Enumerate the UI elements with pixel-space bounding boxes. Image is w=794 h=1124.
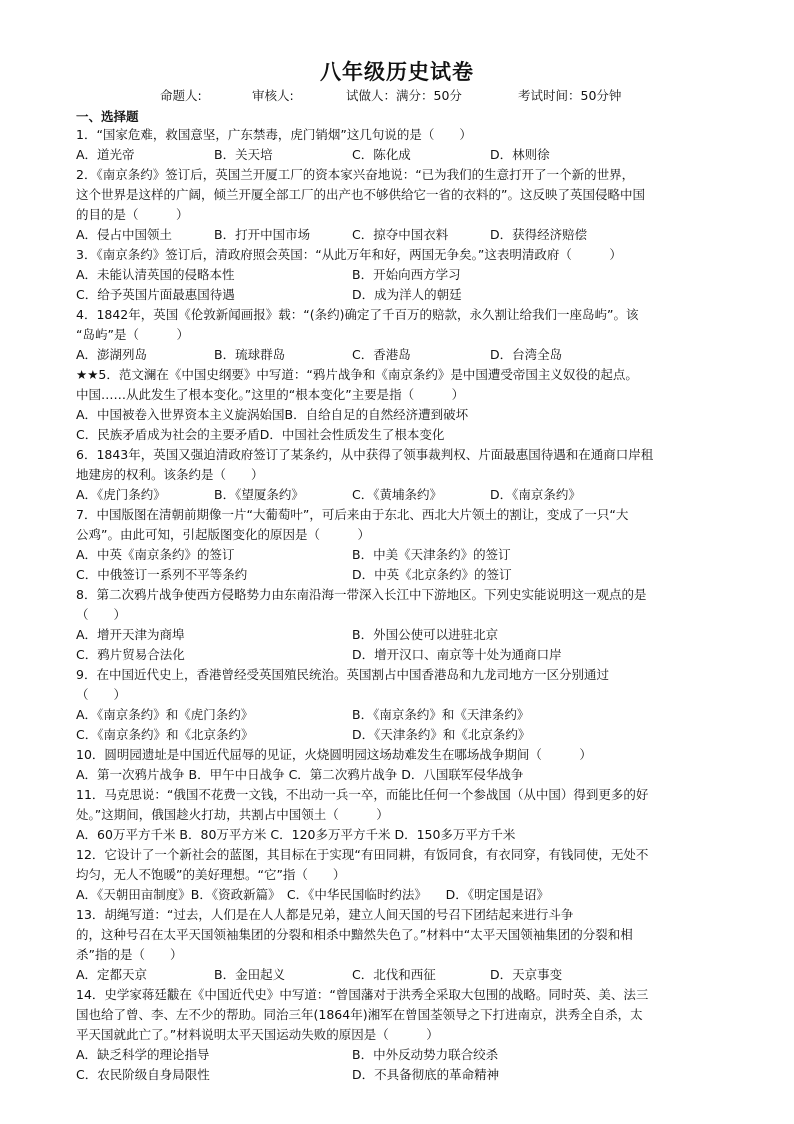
question-block bbox=[76, 305, 724, 365]
section-title: 一、选择题 bbox=[76, 109, 139, 124]
option-row bbox=[76, 145, 724, 165]
page-title: 八年级历史试卷 bbox=[320, 59, 474, 84]
question-stem-line: 11．马克思说：“俄国不花费一文钱，不出动一兵一卒，而能比任何一个参战国（从中国）得到更多的好 bbox=[76, 787, 649, 802]
question-stem-line: 7．中国版图在清朝前期像一片“大葡萄叶”，可后来由于东北、西北大片领土的割让，变成了一只“大 bbox=[76, 507, 629, 522]
question-stem-line: 2．《南京条约》签订后，英国兰开厦工厂的资本家兴奋地说：“已为我们的生意打开了一个新的世界， bbox=[76, 167, 635, 182]
tester-score-label: 试做人：满分：50分 bbox=[346, 88, 462, 103]
option-row bbox=[76, 345, 724, 365]
question-stem-line: ★★5．范文澜在《中国史纲要》中写道：“鸦片战争和《南京条约》是中国遭受帝国主义奴役的起点。 bbox=[76, 367, 638, 382]
question-stem-line: “岛屿”是（ ） bbox=[76, 327, 189, 342]
question-list bbox=[76, 125, 724, 1085]
question-stem-line: 的目的是（ ） bbox=[76, 207, 189, 222]
answer-option: A．侵占中国领土 bbox=[76, 227, 173, 242]
option-row bbox=[76, 1045, 724, 1065]
option-row bbox=[76, 705, 724, 725]
answer-option: D．林则徐 bbox=[490, 147, 550, 162]
answer-option: B．《望厦条约》 bbox=[214, 487, 304, 502]
answer-option: D．增开汉口、南京等十处为通商口岸 bbox=[352, 647, 562, 662]
setter-label: 命题人: bbox=[160, 88, 202, 103]
answer-option: C．鸦片贸易合法化 bbox=[76, 647, 185, 662]
answer-option: A．60万平方千米 B．80万平方米 C．120多万平方千米 D．150多万平方千米 bbox=[76, 827, 516, 842]
answer-option: B．开始向西方学习 bbox=[352, 267, 461, 282]
question-block bbox=[76, 905, 724, 985]
option-row bbox=[76, 425, 724, 445]
question-block bbox=[76, 165, 724, 245]
question-block bbox=[76, 665, 724, 745]
question-stem-line: 12．它设计了一个新社会的蓝图，其目标在于实现“有田同耕，有饭同食，有衣同穿，有钱同使，无处不 bbox=[76, 847, 649, 862]
option-row bbox=[76, 545, 724, 565]
answer-option: C．民族矛盾成为社会的主要矛盾D．中国社会性质发生了根本变化 bbox=[76, 427, 445, 442]
question-stem-line: 4．1842年，英国《伦敦新闻画报》载：“(条约)确定了千百万的赔款，永久割让给我们一座岛屿”。该 bbox=[76, 307, 639, 322]
answer-option: A．中国被卷入世界资本主义旋涡始国B．自给自足的自然经济遭到破坏 bbox=[76, 407, 469, 422]
question-stem-line: 9．在中国近代史上，香港曾经受英国殖民统治。英国割占中国香港岛和九龙司地方一区分别通过 bbox=[76, 667, 609, 682]
answer-option: C．掠夺中国衣料 bbox=[352, 227, 449, 242]
question-block bbox=[76, 745, 724, 785]
question-stem-line: 1．“国家危难，救国意坚，广东禁毒，虎门销烟”这几句说的是（ ） bbox=[76, 127, 472, 142]
question-stem-line: 3．《南京条约》签订后，清政府照会英国：“从此万年和好，两国无争矣。”这表明清政府（ ） bbox=[76, 247, 622, 262]
question-stem-line: （ ） bbox=[76, 687, 127, 702]
question-stem-line: 中国……从此发生了根本变化。”这里的“根本变化”主要是指（ ） bbox=[76, 387, 465, 402]
question-stem-line: 平天国就此亡了。”材料说明太平天国运动失败的原因是（ ） bbox=[76, 1027, 439, 1042]
option-row bbox=[76, 405, 724, 425]
answer-option: A．《南京条约》和《虎门条约》 bbox=[76, 707, 254, 722]
answer-option: A．道光帝 bbox=[76, 147, 135, 162]
answer-option: C．陈化成 bbox=[352, 147, 411, 162]
answer-option: B．外国公使可以进驻北京 bbox=[352, 627, 499, 642]
option-row bbox=[76, 885, 724, 905]
answer-option: A．未能认清英国的侵略本性 bbox=[76, 267, 235, 282]
option-row bbox=[76, 645, 724, 665]
question-stem-line: 6．1843年，英国又强迫清政府签订了某条约，从中获得了领事裁判权、片面最惠国待遇和在通商口岸租 bbox=[76, 447, 654, 462]
question-block bbox=[76, 845, 724, 905]
answer-option: A．增开天津为商埠 bbox=[76, 627, 185, 642]
answer-option: C．农民阶级自身局限性 bbox=[76, 1067, 210, 1082]
option-row bbox=[76, 765, 724, 785]
question-block bbox=[76, 445, 724, 505]
answer-option: A．《虎门条约》 bbox=[76, 487, 166, 502]
answer-option: A．缺乏科学的理论指导 bbox=[76, 1047, 210, 1062]
answer-option: B．关天培 bbox=[214, 147, 273, 162]
answer-option: C．中俄签订一系列不平等条约 bbox=[76, 567, 248, 582]
answer-option: A．定都天京 bbox=[76, 967, 148, 982]
option-row bbox=[76, 625, 724, 645]
question-stem-line: 8．第二次鸦片战争使西方侵略势力由东南沿海一带深入长江中下游地区。下列史实能说明这一观点的是 bbox=[76, 587, 647, 602]
question-stem-line: 14．史学家蒋廷黻在《中国近代史》中写道：“曾国藩对于洪秀全采取大包围的战略。同时英、美、法三 bbox=[76, 987, 649, 1002]
answer-option: A．澎湖列岛 bbox=[76, 347, 148, 362]
option-row bbox=[76, 565, 724, 585]
answer-option: C．北伐和西征 bbox=[352, 967, 436, 982]
option-row bbox=[76, 265, 724, 285]
answer-option: C．《南京条约》和《北京条约》 bbox=[76, 727, 254, 742]
question-block bbox=[76, 985, 724, 1085]
question-stem-line: 处。”这期间，俄国趁火打劫，共割占中国领土（ ） bbox=[76, 807, 389, 822]
question-stem-line: 这个世界是这样的广阔，倾兰开厦全部工厂的出产也不够供给它一省的衣料的”。这反映了英国侵略中国 bbox=[76, 187, 645, 202]
answer-option: A．第一次鸦片战争 B．甲午中日战争 C．第二次鸦片战争 D．八国联军侵华战争 bbox=[76, 767, 524, 782]
option-row bbox=[76, 965, 724, 985]
option-row bbox=[76, 1065, 724, 1085]
answer-option: D．台湾全岛 bbox=[490, 347, 563, 362]
answer-option: D．《南京条约》 bbox=[490, 487, 581, 502]
question-stem-line: 13．胡绳写道：“过去，人们是在人人都是兄弟，建立人间天国的号召下团结起来进行斗争 bbox=[76, 907, 574, 922]
option-row bbox=[76, 485, 724, 505]
question-stem-line: 国也给了曾、李、左不少的帮助。同治三年(1864年)湘军在曾国荃领导之下打进南京，洪秀全自杀，太 bbox=[76, 1007, 643, 1022]
answer-option: C．《黄埔条约》 bbox=[352, 487, 442, 502]
question-block bbox=[76, 125, 724, 165]
answer-option: B．《南京条约》和《天津条约》 bbox=[352, 707, 530, 722]
answer-option: B．中外反动势力联合绞杀 bbox=[352, 1047, 499, 1062]
option-row bbox=[76, 285, 724, 305]
answer-option: A．中英《南京条约》的签订 bbox=[76, 547, 235, 562]
question-stem-line: 均匀，无人不饱暖”的美好理想。“它”指（ ） bbox=[76, 867, 346, 882]
question-stem-line: 杀”指的是（ ） bbox=[76, 947, 183, 962]
answer-option: B．琉球群岛 bbox=[214, 347, 286, 362]
option-row bbox=[76, 725, 724, 745]
answer-option: B．金田起义 bbox=[214, 967, 286, 982]
question-stem-line: 地建房的权利。该条约是（ ） bbox=[76, 467, 264, 482]
question-block bbox=[76, 505, 724, 585]
answer-option: B．打开中国市场 bbox=[214, 227, 311, 242]
question-block bbox=[76, 585, 724, 665]
question-stem-line: 的，这种号召在太平天国领袖集团的分裂和相杀中黯然失色了。”材料中“太平天国领袖集团的分裂和相 bbox=[76, 927, 633, 942]
question-stem-line: （ ） bbox=[76, 607, 127, 622]
duration-label: 考试时间：50分钟 bbox=[518, 88, 622, 103]
answer-option: C．给予英国片面最惠国待遇 bbox=[76, 287, 235, 302]
question-stem-line: 公鸡”。由此可知，引起版图变化的原因是（ ） bbox=[76, 527, 370, 542]
answer-option: C．香港岛 bbox=[352, 347, 411, 362]
answer-option: D．中英《北京条约》的签订 bbox=[352, 567, 512, 582]
question-block bbox=[76, 785, 724, 845]
option-row bbox=[76, 825, 724, 845]
question-stem-line: 10．圆明园遗址是中国近代屈辱的见证，火烧圆明园这场劫难发生在哪场战争期间（ ） bbox=[76, 747, 592, 762]
question-block bbox=[76, 365, 724, 445]
option-row bbox=[76, 225, 724, 245]
reviewer-label: 审核人: bbox=[252, 88, 294, 103]
answer-option: D．获得经济赔偿 bbox=[490, 227, 588, 242]
answer-option: D．成为洋人的朝廷 bbox=[352, 287, 462, 302]
answer-option: A．《天朝田亩制度》B．《资政新篇》 C．《中华民国临时约法》 D．《明定国是诏》 bbox=[76, 887, 549, 902]
answer-option: D．不具备彻底的革命精神 bbox=[352, 1067, 500, 1082]
answer-option: D．《天津条约》和《北京条约》 bbox=[352, 727, 531, 742]
answer-option: B．中美《天津条约》的签订 bbox=[352, 547, 511, 562]
answer-option: D．天京事变 bbox=[490, 967, 563, 982]
question-block bbox=[76, 245, 724, 305]
